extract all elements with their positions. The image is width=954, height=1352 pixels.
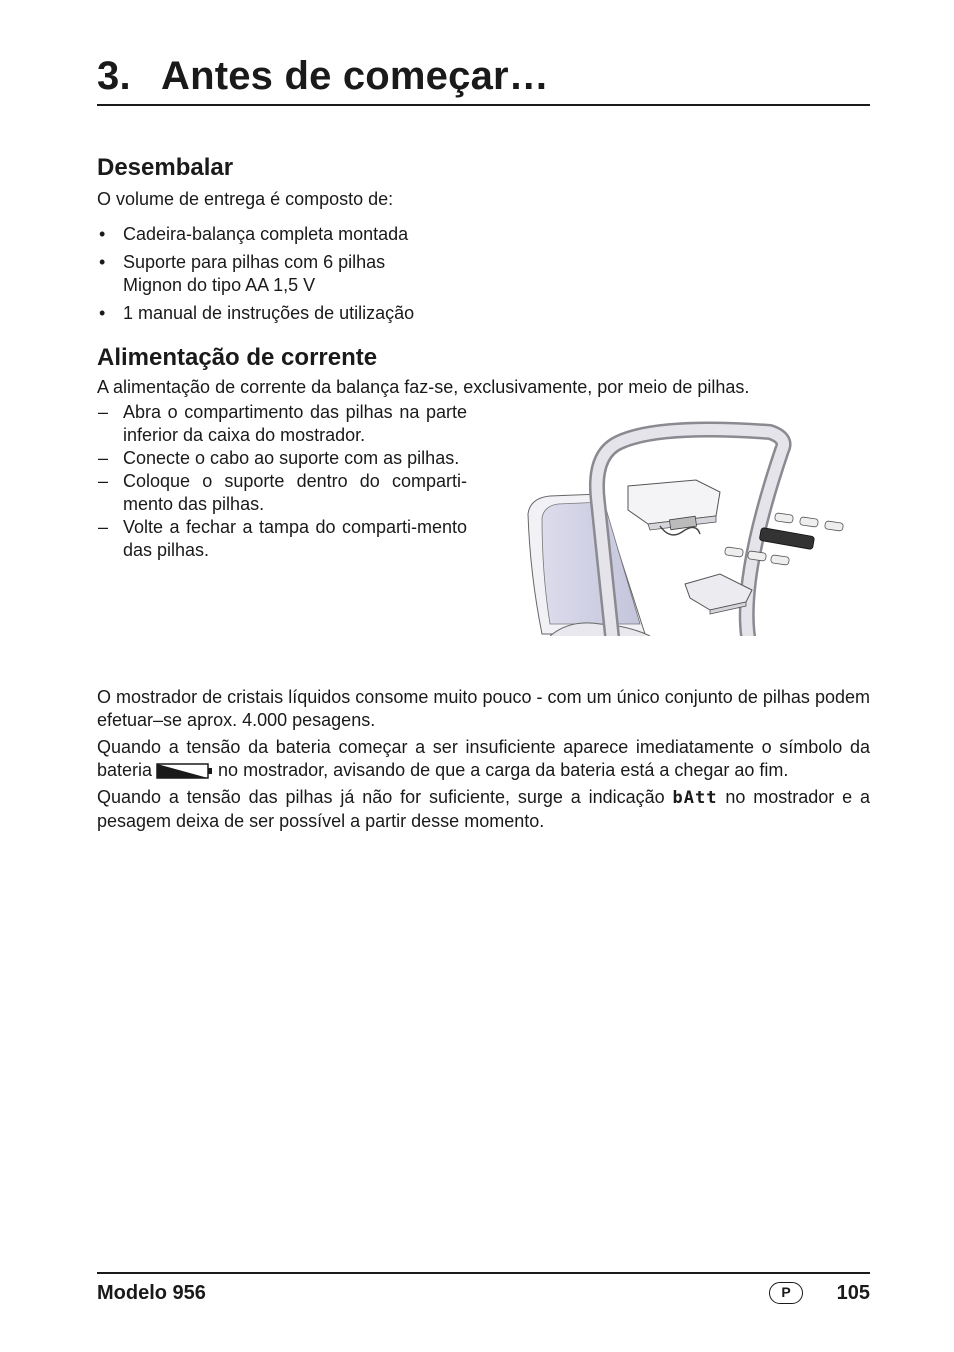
- footer-rule: [97, 1272, 870, 1274]
- chapter-title-text: Antes de começar…: [161, 54, 549, 98]
- unpacking-heading: Desembalar: [97, 154, 234, 181]
- paragraph-consumption: O mostrador de cristais líquidos consome muito pouco - com um único conjunto de pilhas podem efetuar–se aprox. 4.000 pesagens.: [97, 687, 870, 730]
- list-item: – Volte a fechar a tampa do comparti-mento das pilhas.: [97, 516, 467, 562]
- page-number: 105: [836, 1282, 870, 1304]
- power-heading: Alimentação de corrente: [97, 344, 378, 371]
- chapter-number: 3.: [97, 54, 131, 98]
- list-item: – Abra o compartimento das pilhas na parte inferior da caixa do mostrador.: [97, 401, 467, 447]
- manual-page: [97, 0, 870, 1352]
- list-item: – Conecte o cabo ao suporte com as pilhas.: [97, 447, 467, 470]
- list-item: – Coloque o suporte dentro do comparti-mento das pilhas.: [97, 470, 467, 516]
- chapter-title: [97, 52, 549, 100]
- paragraph-empty-battery: Quando a tensão das pilhas já não for suficiente, surge a indicação bAtt no mostrador e a pesagem deixa de ser possível a partir desse momento.: [97, 787, 870, 831]
- language-badge: P: [769, 1282, 803, 1304]
- delivery-list: [97, 223, 870, 325]
- list-item: • Suporte para pilhas com 6 pilhas Mignon do tipo AA 1,5 V: [97, 251, 443, 297]
- list-item: • 1 manual de instruções de utilização: [97, 302, 870, 325]
- list-item: • Cadeira-balança completa montada: [97, 223, 870, 246]
- power-intro: A alimentação de corrente da balança faz-se, exclusivamente, por meio de pilhas.: [97, 377, 750, 397]
- footer-model: Modelo 956: [97, 1282, 206, 1304]
- battery-low-icon: [156, 762, 214, 780]
- battery-steps: [97, 401, 467, 562]
- battery-compartment-illustration: [520, 414, 855, 636]
- title-rule: [97, 104, 870, 106]
- unpacking-intro: O volume de entrega é composto de:: [97, 189, 394, 209]
- paragraph-low-battery: Quando a tensão da bateria começar a ser insuficiente aparece imediatamente o símbolo da bateria no mostrador, avisando de que a carga da bateria está a chegar ao fim.: [97, 737, 870, 780]
- lcd-batt-indicator: bAtt: [672, 788, 718, 808]
- section-unpacking: [97, 154, 870, 330]
- body-text: [97, 686, 870, 837]
